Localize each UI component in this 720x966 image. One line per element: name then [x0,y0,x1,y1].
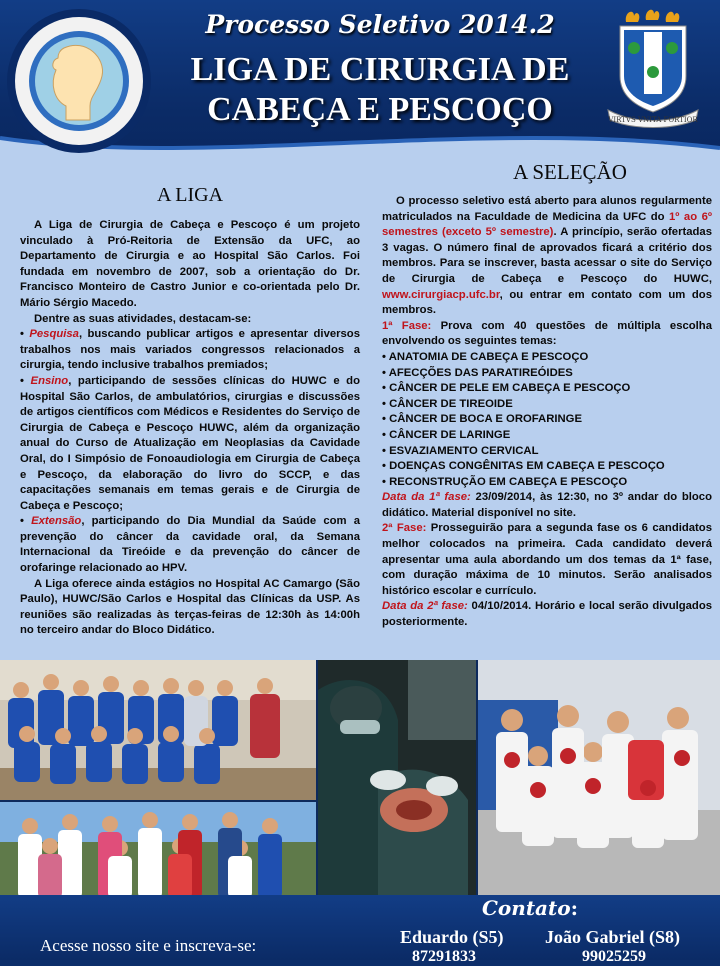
liga-seal-logo [6,8,152,154]
data2-label: Data da 2ª fase: [382,600,468,613]
cta-text: Acesse nosso site e inscreva-se: [40,936,257,955]
title-line-2: CABEÇA E PESCOÇO [207,91,553,128]
liga-column [20,218,360,639]
seal-right-motto: VIRTVS VNITA FORTIOR [608,116,698,124]
list-item: • ANATOMIA DE CABEÇA E PESCOÇO [382,350,589,363]
bullet-text: , participando de sessões clínicas do HUWC e do Hospital São Carlos, de ambulatórios, cirurgias e discussões de artigos científicos com Médicos e Residentes do Serviço de Cirurgia de Cabeça e Pescoço HUWC, além da organização anual do Curso de Atualização em Neoplasias da Cavidade Oral, do I Simpósio de Fonoaudiologia em Cirurgia de Cabeça e Pescoço, da elaboração do livro do SCCP, e das capacitações semanais em temas gerais e de Cirurgia de Cabeça e Pescoço; [20,374,360,512]
data1-paragraph: Data da 1ª fase: 23/09/2014, às 12:30, no 3º andar do bloco didático. Material disponível no site. [382,491,712,519]
list-item: • DOENÇAS CONGÊNITAS EM CABEÇA E PESCOÇO [382,460,665,473]
selecao-column [382,194,712,631]
data2-paragraph: Data da 2ª fase: 04/10/2014. Horário e local serão divulgados posteriormente. [382,600,713,629]
site-link[interactable]: www.cirurgiacp.ufc.br [382,288,500,301]
list-item: • CÂNCER DE TIREOIDE [382,397,513,410]
bullet-label: Ensino [30,374,69,387]
fase2-label: 2ª Fase: [382,522,427,535]
bullet-label: Pesquisa [29,328,79,341]
ufc-coat-of-arms-logo [604,6,702,130]
contact-2-name: João Gabriel (S8) [545,927,680,947]
selecao-paragraph-1: O processo seletivo está aberto para alunos regularmente matriculados na Faculdade de Medicina da UFC do 1º ao 6º semestres (exceto 5º semestre). A princípio, serão ofertadas 3 vagas. O número final de aprovados ficará a critério dos membros. Para se inscrever, basta acessar o site do Serviço de Cirurgia de Cabeça e Pescoço do HUWC, www.cirurgiacp.ufc.br, ou entrar em contato com um dos membros. [382,195,712,317]
contact-1-name: Eduardo (S5) [400,927,504,947]
bullet-text: , participando do Dia Mundial da Saúde com a prevenção do câncer da cavidade oral, da Semana Internacional da Tireóide e da prevenção do câncer de orofaringe relacionado ao HPV. [20,515,360,575]
temas-list [382,350,712,490]
surgery-photo [318,660,476,900]
list-item: • CÂNCER DE PELE EM CABEÇA E PESCOÇO [382,382,631,395]
bullet-label: Extensão [31,515,82,528]
contact-1-phone: 87291833 [412,948,476,965]
group-photo-1 [0,660,316,800]
semestres-highlight: 1º ao 6º semestres (exceto 5º semestre) [382,210,712,239]
title-line-1: LIGA DE CIRURGIA DE [190,51,570,88]
bullet-text: , buscando publicar artigos e apresentar diversos trabalhos nos mais variados congressos relacionados a cirurgia, tendo inclusive trabalhos premiados; [20,328,360,372]
list-item: • CÂNCER DE BOCA E OROFARINGE [382,413,582,426]
fase1-label: 1ª Fase: [382,319,432,332]
selecao-heading: A SELEÇÃO [513,160,627,184]
list-item: • RECONSTRUÇÃO EM CABEÇA E PESCOÇO [382,475,628,488]
page-title [160,50,600,130]
list-item: • AFECÇÕES DAS PARATIREÓIDES [382,366,573,379]
campaign-photo [478,660,720,900]
list-item: • ESVAZIAMENTO CERVICAL [382,444,539,457]
group-photo-2 [0,802,316,898]
liga-paragraph-3: A Liga oferece ainda estágios no Hospital AC Camargo (São Paulo), HUWC/São Carlos e Hospital das Clínicas da USP. As reuniões são realizadas às terças-feiras de 12:30h às 14:00h no terceiro andar do Bloco Didático. [20,577,360,637]
fase1-paragraph: 1ª Fase: Prova com 40 questões de múltipla escolha envolvendo os seguintes temas: [382,319,712,348]
contact-heading: Contato: [482,896,578,920]
list-item: • CÂNCER DE LARINGE [382,428,511,441]
data1-label: Data da 1ª fase: [382,491,471,504]
liga-paragraph-1: A Liga de Cirurgia de Cabeça e Pescoço é um projeto vinculado à Pró-Reitoria de Extensão da UFC, ao Departamento de Cirurgia e ao Hospital São Carlos. Foi fundada em novembro de 2007, sob a orientação do Dr. Francisco Monteiro de Castro Junior e co-orientada pelo Dr. Mário Sérgio Macedo. [20,219,360,309]
liga-paragraph-2: Dentre as suas atividades, destacam-se: [34,312,252,325]
liga-heading: A LIGA [156,184,224,206]
fase2-paragraph: 2ª Fase: Prosseguirão para a segunda fase os 6 candidatos melhor colocados na primeira. Cada candidato deverá apresentar uma aula abordando um dos temas da 1ª fase, com duração máxima de 10 minutos. Serão analisados histórico escolar e currículo. [382,522,712,597]
subtitle: Processo Seletivo 2014.2 [205,10,555,39]
liga-bullet-pesquisa: • Pesquisa, buscando publicar artigos e apresentar diversos trabalhos nos mais variados congressos relacionados a cirurgia, tendo inclusive trabalhos premiados; [20,328,360,372]
liga-bullet-ensino: • Ensino, participando de sessões clínicas do HUWC e do Hospital São Carlos, de ambulatórios, cirurgias e discussões de artigos científicos com Médicos e Residentes do Serviço de Cirurgia de Cabeça e Pescoço HUWC, além da organização anual do Curso de Atualização em Neoplasias da Cavidade Oral, do I Simpósio de Fonoaudiologia em Cirurgia de Cabeça e Pescoço, da elaboração do livro do SCCP, e das capacitações semanais em temas gerais e de Cirurgia de Cabeça e Pescoço; [20,374,360,512]
contact-2-phone: 99025259 [582,948,646,965]
liga-bullet-extensao: • Extensão, participando do Dia Mundial da Saúde com a prevenção do câncer da cavidade oral, da Semana Internacional da Tireóide e da prevenção do câncer de orofaringe relacionado ao HPV. [20,515,360,575]
